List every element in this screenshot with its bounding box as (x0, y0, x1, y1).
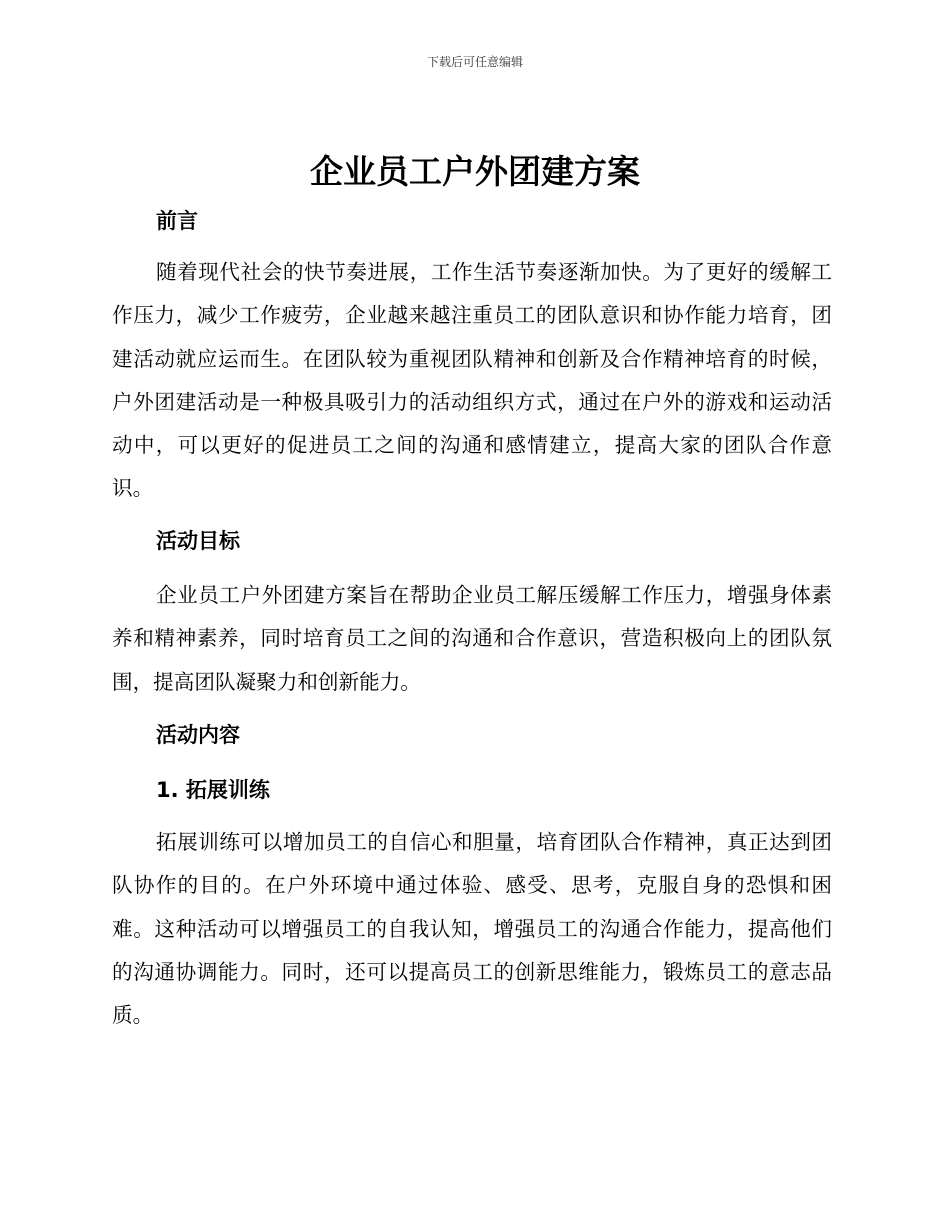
paragraph-expansion-training: 拓展训练可以增加员工的自信心和胆量，培育团队合作精神，真正达到团队协作的目的。在户外环境中通过体验、感受、思考，克服自身的恐惧和困难。这种活动可以增强员工的自我认知，增强员工的沟通合作能力，提高他们的沟通协调能力。同时，还可以提高员工的创新思维能力，锻炼员工的意志品质。 (112, 830, 832, 1028)
paragraph-goal: 企业员工户外团建方案旨在帮助企业员工解压缓解工作压力，增强身体素养和精神素养，同时培育员工之间的沟通和合作意识，营造积极向上的团队氛围，提高团队凝聚力和创新能力。 (112, 583, 832, 694)
paragraph-preface: 随着现代社会的快节奏进展，工作生活节奏逐渐加快。为了更好的缓解工作压力，减少工作疲劳，企业越来越注重员工的团队意识和协作能力培育，团建活动就应运而生。在团队较为重视团队精神和创新及合作精神培育的时候，户外团建活动是一种极具吸引力的活动组织方式，通过在户外的游戏和运动活动中，可以更好的促进员工之间的沟通和感情建立，提高大家的团队合作意识。 (112, 260, 832, 501)
page-header-note: 下载后可任意编辑 (426, 55, 523, 69)
subsection-heading-expansion-training: 1. 拓展训练 (156, 778, 270, 802)
document-title: 企业员工户外团建方案 (310, 152, 640, 191)
section-heading-preface: 前言 (156, 209, 198, 233)
section-heading-goal: 活动目标 (156, 529, 240, 553)
section-heading-content: 活动内容 (156, 723, 240, 747)
